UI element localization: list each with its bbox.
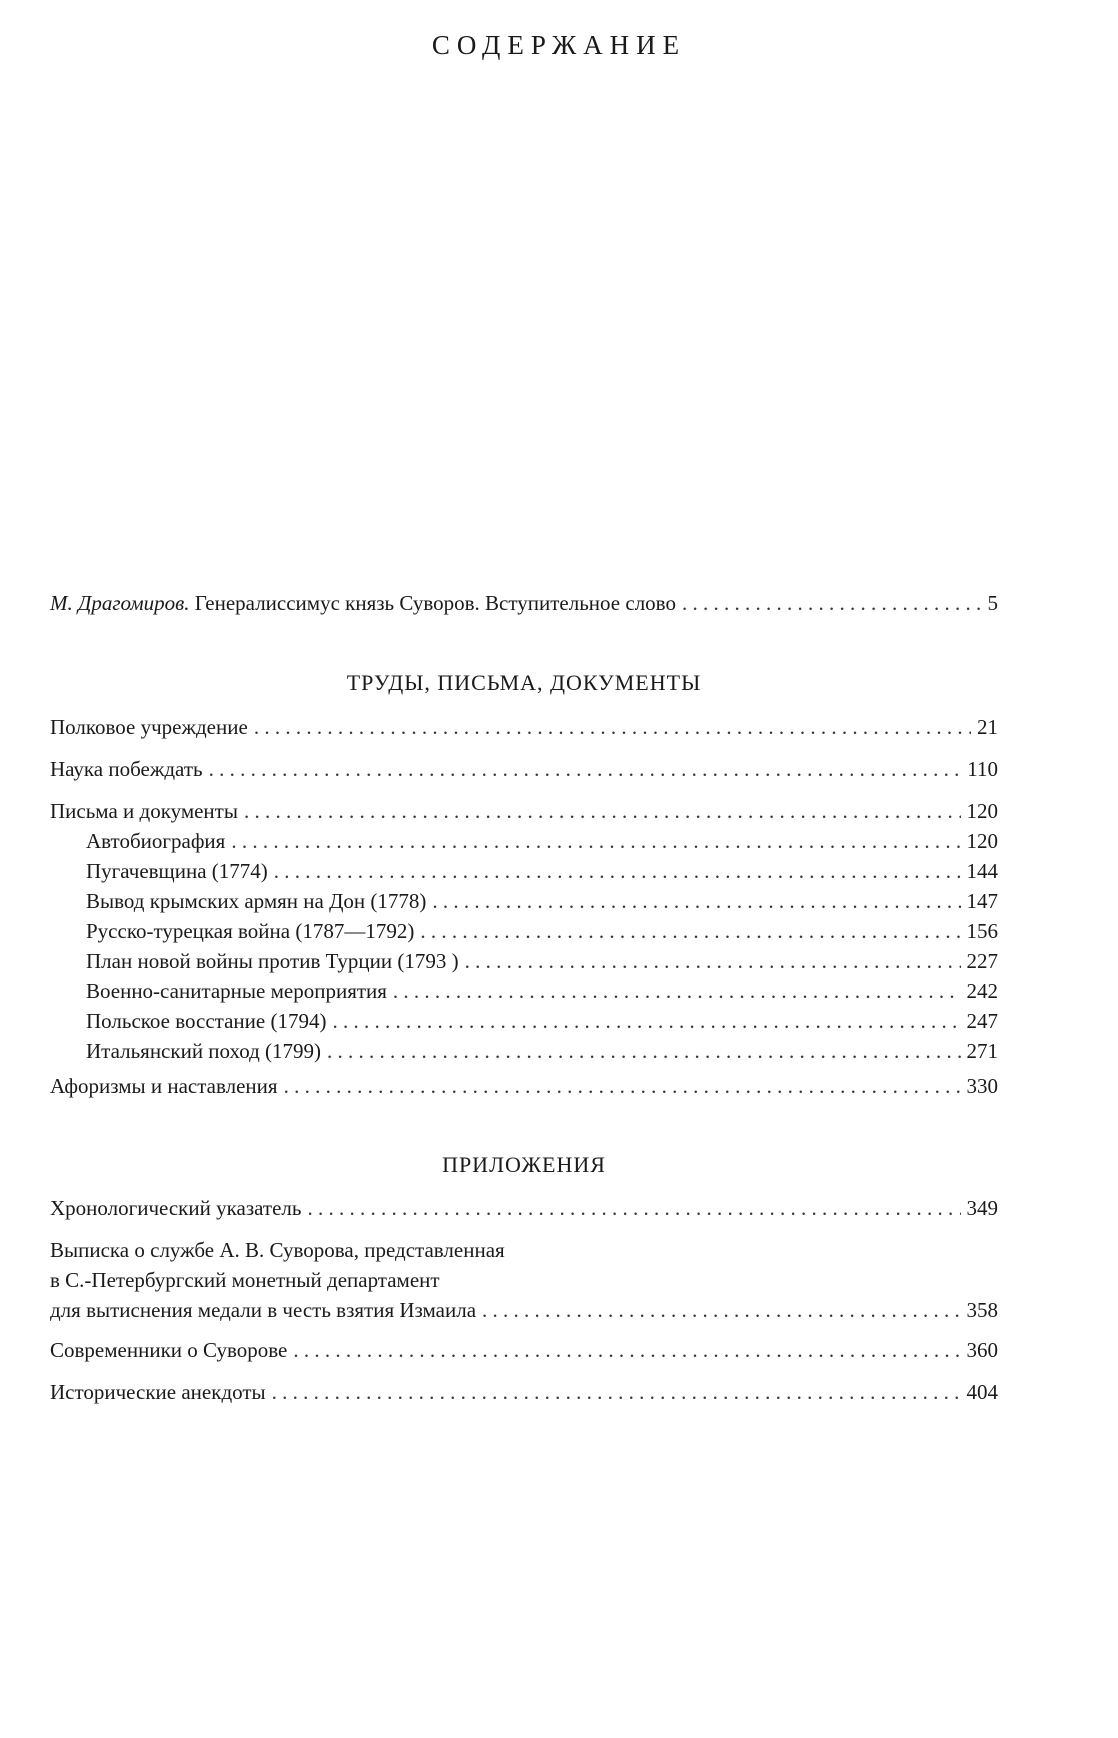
toc-entry-label: Автобиография — [86, 829, 226, 853]
toc-entry-label: Современники о Суворове — [50, 1338, 288, 1362]
toc-entry-page: 147 — [966, 889, 998, 913]
toc-entries-aphorisms — [50, 1071, 998, 1101]
toc-entry-page: 120 — [966, 829, 998, 853]
toc-entries-appendices — [50, 1335, 998, 1365]
toc-entry-label: Пугачевщина (1774) — [86, 859, 268, 883]
toc-entry-page: 227 — [966, 949, 998, 973]
toc-subentry[interactable] — [50, 946, 998, 976]
toc-entries-appendices — [50, 1193, 998, 1223]
toc-entries-appendices — [50, 1235, 998, 1325]
toc-subentry[interactable] — [50, 916, 998, 946]
toc-entry-page: 21 — [977, 715, 998, 739]
toc-entries-works — [50, 712, 998, 742]
toc-entry-label: Исторические анекдоты — [50, 1380, 266, 1404]
toc-subentry[interactable] — [50, 886, 998, 916]
toc-entry-label: Русско-турецкая война (1787—1792) — [86, 919, 415, 943]
leader-dots — [420, 916, 960, 946]
toc-entry-label: Польское восстание (1794) — [86, 1009, 327, 1033]
toc-entry-page: 358 — [966, 1298, 998, 1322]
toc-entry[interactable] — [50, 754, 998, 784]
toc-entry-label: Полковое учреждение — [50, 715, 248, 739]
toc-section-works — [50, 668, 998, 698]
toc-entry-label: М. Драгомиров. Генералиссимус князь Суворов. Вступительное слово — [50, 591, 676, 615]
toc-entry-label: Хронологический указатель — [50, 1196, 302, 1220]
toc-entry-label-line: для вытиснения медали в честь взятия Измаила — [50, 1298, 477, 1322]
leader-dots — [244, 796, 961, 826]
leader-dots — [254, 712, 971, 742]
toc-entry-page: 360 — [966, 1338, 998, 1362]
toc-entry-label-line: в С.-Петербургский монетный департамент — [50, 1268, 440, 1292]
toc-entry-label: Вывод крымских армян на Дон (1778) — [86, 889, 427, 913]
leader-dots — [327, 1036, 960, 1066]
toc-entry-multiline[interactable] — [50, 1235, 998, 1325]
toc-entries-appendices — [50, 1377, 998, 1407]
leader-dots — [274, 856, 961, 886]
page-title: СОДЕРЖАНИЕ — [431, 30, 687, 60]
toc-entry-label: Письма и документы — [50, 799, 238, 823]
toc-entries-works — [50, 754, 998, 784]
leader-dots — [393, 976, 961, 1006]
leader-dots — [482, 1295, 960, 1325]
toc-intro — [50, 588, 998, 618]
toc-entry-page: 144 — [966, 859, 998, 883]
toc-entry-page: 349 — [966, 1196, 998, 1220]
leader-dots — [432, 886, 960, 916]
toc-subentry[interactable] — [50, 1006, 998, 1036]
leader-dots — [307, 1193, 960, 1223]
toc-entry-label: Военно-санитарные мероприятия — [86, 979, 387, 1003]
toc-entry-page: 404 — [966, 1380, 998, 1404]
leader-dots — [465, 946, 961, 976]
toc-entry-label: Афоризмы и наставления — [50, 1074, 278, 1098]
toc-entry[interactable] — [50, 796, 998, 826]
toc-entry-page: 271 — [966, 1039, 998, 1063]
toc-entry-page: 330 — [966, 1074, 998, 1098]
toc-entry — [50, 1295, 998, 1325]
leader-dots — [272, 1377, 961, 1407]
toc-entries-letters — [50, 796, 998, 1066]
toc-section-appendices — [50, 1150, 998, 1180]
leader-dots — [231, 826, 960, 856]
toc-entry-page: 110 — [967, 757, 998, 781]
leader-dots — [332, 1006, 960, 1036]
toc-subentry[interactable] — [50, 826, 998, 856]
toc-entry-page: 242 — [966, 979, 998, 1003]
toc-entry[interactable] — [50, 712, 998, 742]
toc-entry[interactable] — [50, 1335, 998, 1365]
toc-subentry[interactable] — [50, 1036, 998, 1066]
section-title: ПРИЛОЖЕНИЯ — [442, 1152, 606, 1177]
toc-entry-page: 5 — [987, 591, 998, 615]
toc-entry-label: План новой войны против Турции (1793 ) — [86, 949, 459, 973]
toc-entry-label: Итальянский поход (1799) — [86, 1039, 322, 1063]
leader-dots — [682, 588, 982, 618]
toc-entry[interactable] — [50, 1071, 998, 1101]
toc-entry-label-line: Выписка о службе А. В. Суворова, представленная — [50, 1238, 505, 1262]
toc-entry-intro[interactable] — [50, 588, 998, 618]
toc-subentry[interactable] — [50, 976, 998, 1006]
toc-entry-page: 156 — [966, 919, 998, 943]
toc-entry-page: 120 — [966, 799, 998, 823]
leader-dots — [293, 1335, 960, 1365]
leader-dots — [284, 1071, 961, 1101]
toc-entry[interactable] — [50, 1193, 998, 1223]
leader-dots — [209, 754, 962, 784]
toc-entry[interactable] — [50, 1377, 998, 1407]
toc-subentry[interactable] — [50, 856, 998, 886]
toc-entry-page: 247 — [966, 1009, 998, 1033]
toc-entry-author: М. Драгомиров. — [50, 591, 190, 615]
section-title: ТРУДЫ, ПИСЬМА, ДОКУМЕНТЫ — [346, 670, 702, 695]
toc-entry-label: Наука побеждать — [50, 757, 203, 781]
